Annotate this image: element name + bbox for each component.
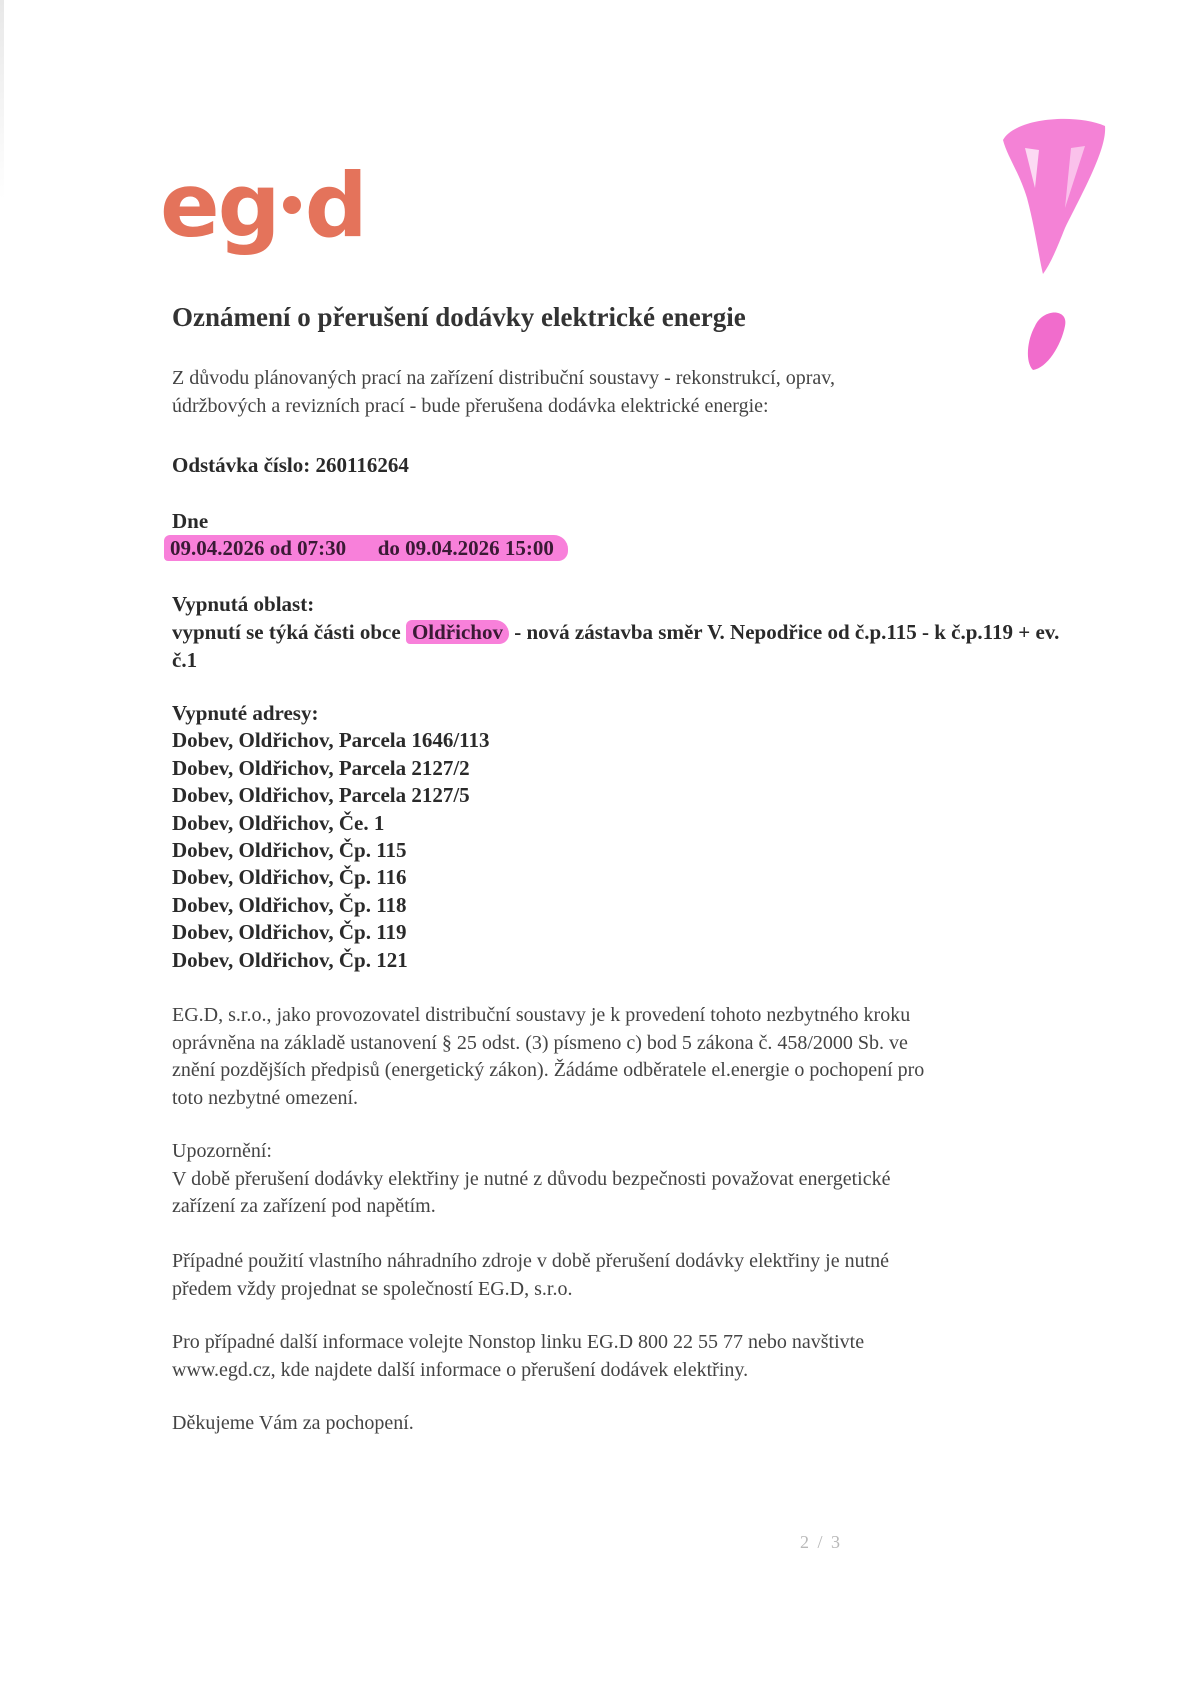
area-description	[172, 618, 1059, 674]
area-highlight: Oldřichov	[406, 620, 509, 644]
list-item: Dobev, Oldřichov, Parcela 1646/113	[172, 728, 490, 753]
logo-text-left: eg	[160, 154, 279, 257]
date-highlight	[164, 535, 568, 561]
info-line: www.egd.cz, kde najdete další informace o přerušení dodávek elektřiny.	[172, 1358, 749, 1381]
legal-line: toto nezbytné omezení.	[172, 1086, 359, 1109]
legal-line: EG.D, s.r.o., jako provozovatel distribuční soustavy je k provedení tohoto nezbytného kroku	[172, 1004, 911, 1026]
scan-edge	[0, 0, 4, 200]
list-item: Dobev, Oldřichov, Čp. 116	[172, 865, 407, 890]
backup-line: Případné použití vlastního náhradního zdroje v době přerušení dodávky elektřiny je nutné	[172, 1250, 890, 1272]
info-line: Pro případné další informace volejte Nonstop linku EG.D 800 22 55 77 nebo navštivte	[172, 1331, 865, 1353]
logo-text-right: d	[304, 154, 366, 257]
intro-line: údržbových a revizních prací - bude přerušena dodávka elektrické energie:	[172, 394, 769, 417]
legal-paragraph	[172, 1002, 924, 1112]
exclamation-mark-marker-icon	[995, 108, 1115, 378]
outage-number	[172, 452, 409, 480]
intro-line: Z důvodu plánovaných prací na zařízení distribuční soustavy - rekonstrukcí, oprav,	[172, 367, 835, 389]
date-to: do 09.04.2026 15:00	[377, 536, 554, 560]
list-item: Dobev, Oldřichov, Čp. 121	[172, 947, 408, 972]
list-item: Dobev, Oldřichov, Če. 1	[172, 810, 385, 835]
page-number: 2 / 3	[800, 1532, 843, 1552]
outage-number-value: 260116264	[315, 453, 409, 477]
area-line2: č.1	[172, 648, 198, 672]
date-from: 09.04.2026 od 07:30	[170, 536, 347, 560]
backup-line: předem vždy projednat se společností EG.D, s.r.o.	[172, 1277, 573, 1300]
intro-paragraph	[172, 365, 835, 420]
area-prefix: vypnutí se týká části obce	[172, 620, 406, 644]
document-title: Oznámení o přerušení dodávky elektrické energie	[172, 302, 746, 332]
outage-number-label: Odstávka číslo:	[172, 453, 311, 477]
warning-label: Upozornění:	[172, 1140, 272, 1162]
thanks-text: Děkujeme Vám za pochopení.	[172, 1412, 414, 1434]
date-range	[172, 535, 568, 563]
list-item: Dobev, Oldřichov, Čp. 118	[172, 892, 407, 917]
warning-line: zařízení za zařízení pod napětím.	[172, 1195, 436, 1217]
warning-line: V době přerušení dodávky elektřiny je nutné z důvodu bezpečnosti považovat energetické	[172, 1167, 891, 1190]
area-label: Vypnutá oblast:	[172, 592, 315, 616]
address-list	[172, 700, 490, 974]
addresses-label: Vypnuté adresy:	[172, 701, 319, 725]
egd-logo	[160, 150, 370, 270]
logo-dot	[283, 196, 301, 214]
list-item: Dobev, Oldřichov, Čp. 119	[172, 920, 407, 945]
warning-paragraph	[172, 1138, 890, 1221]
list-item: Dobev, Oldřichov, Parcela 2127/5	[172, 783, 470, 808]
area-suffix: - nová zástavba směr V. Nepodřice od č.p.115 - k č.p.119 + ev.	[508, 620, 1060, 644]
backup-source-paragraph	[172, 1248, 889, 1303]
legal-line: oprávněna na základě ustanovení § 25 odst. (3) písmeno c) bod 5 zákona č. 458/2000 Sb. ve	[172, 1031, 908, 1054]
list-item: Dobev, Oldřichov, Parcela 2127/2	[172, 755, 470, 780]
legal-line: znění pozdějších předpisů (energetický zákon). Žádáme odběratele el.energie o pochopení pro	[172, 1059, 925, 1081]
list-item: Dobev, Oldřichov, Čp. 115	[172, 838, 407, 863]
info-paragraph	[172, 1329, 864, 1384]
date-label: Dne	[172, 509, 209, 533]
